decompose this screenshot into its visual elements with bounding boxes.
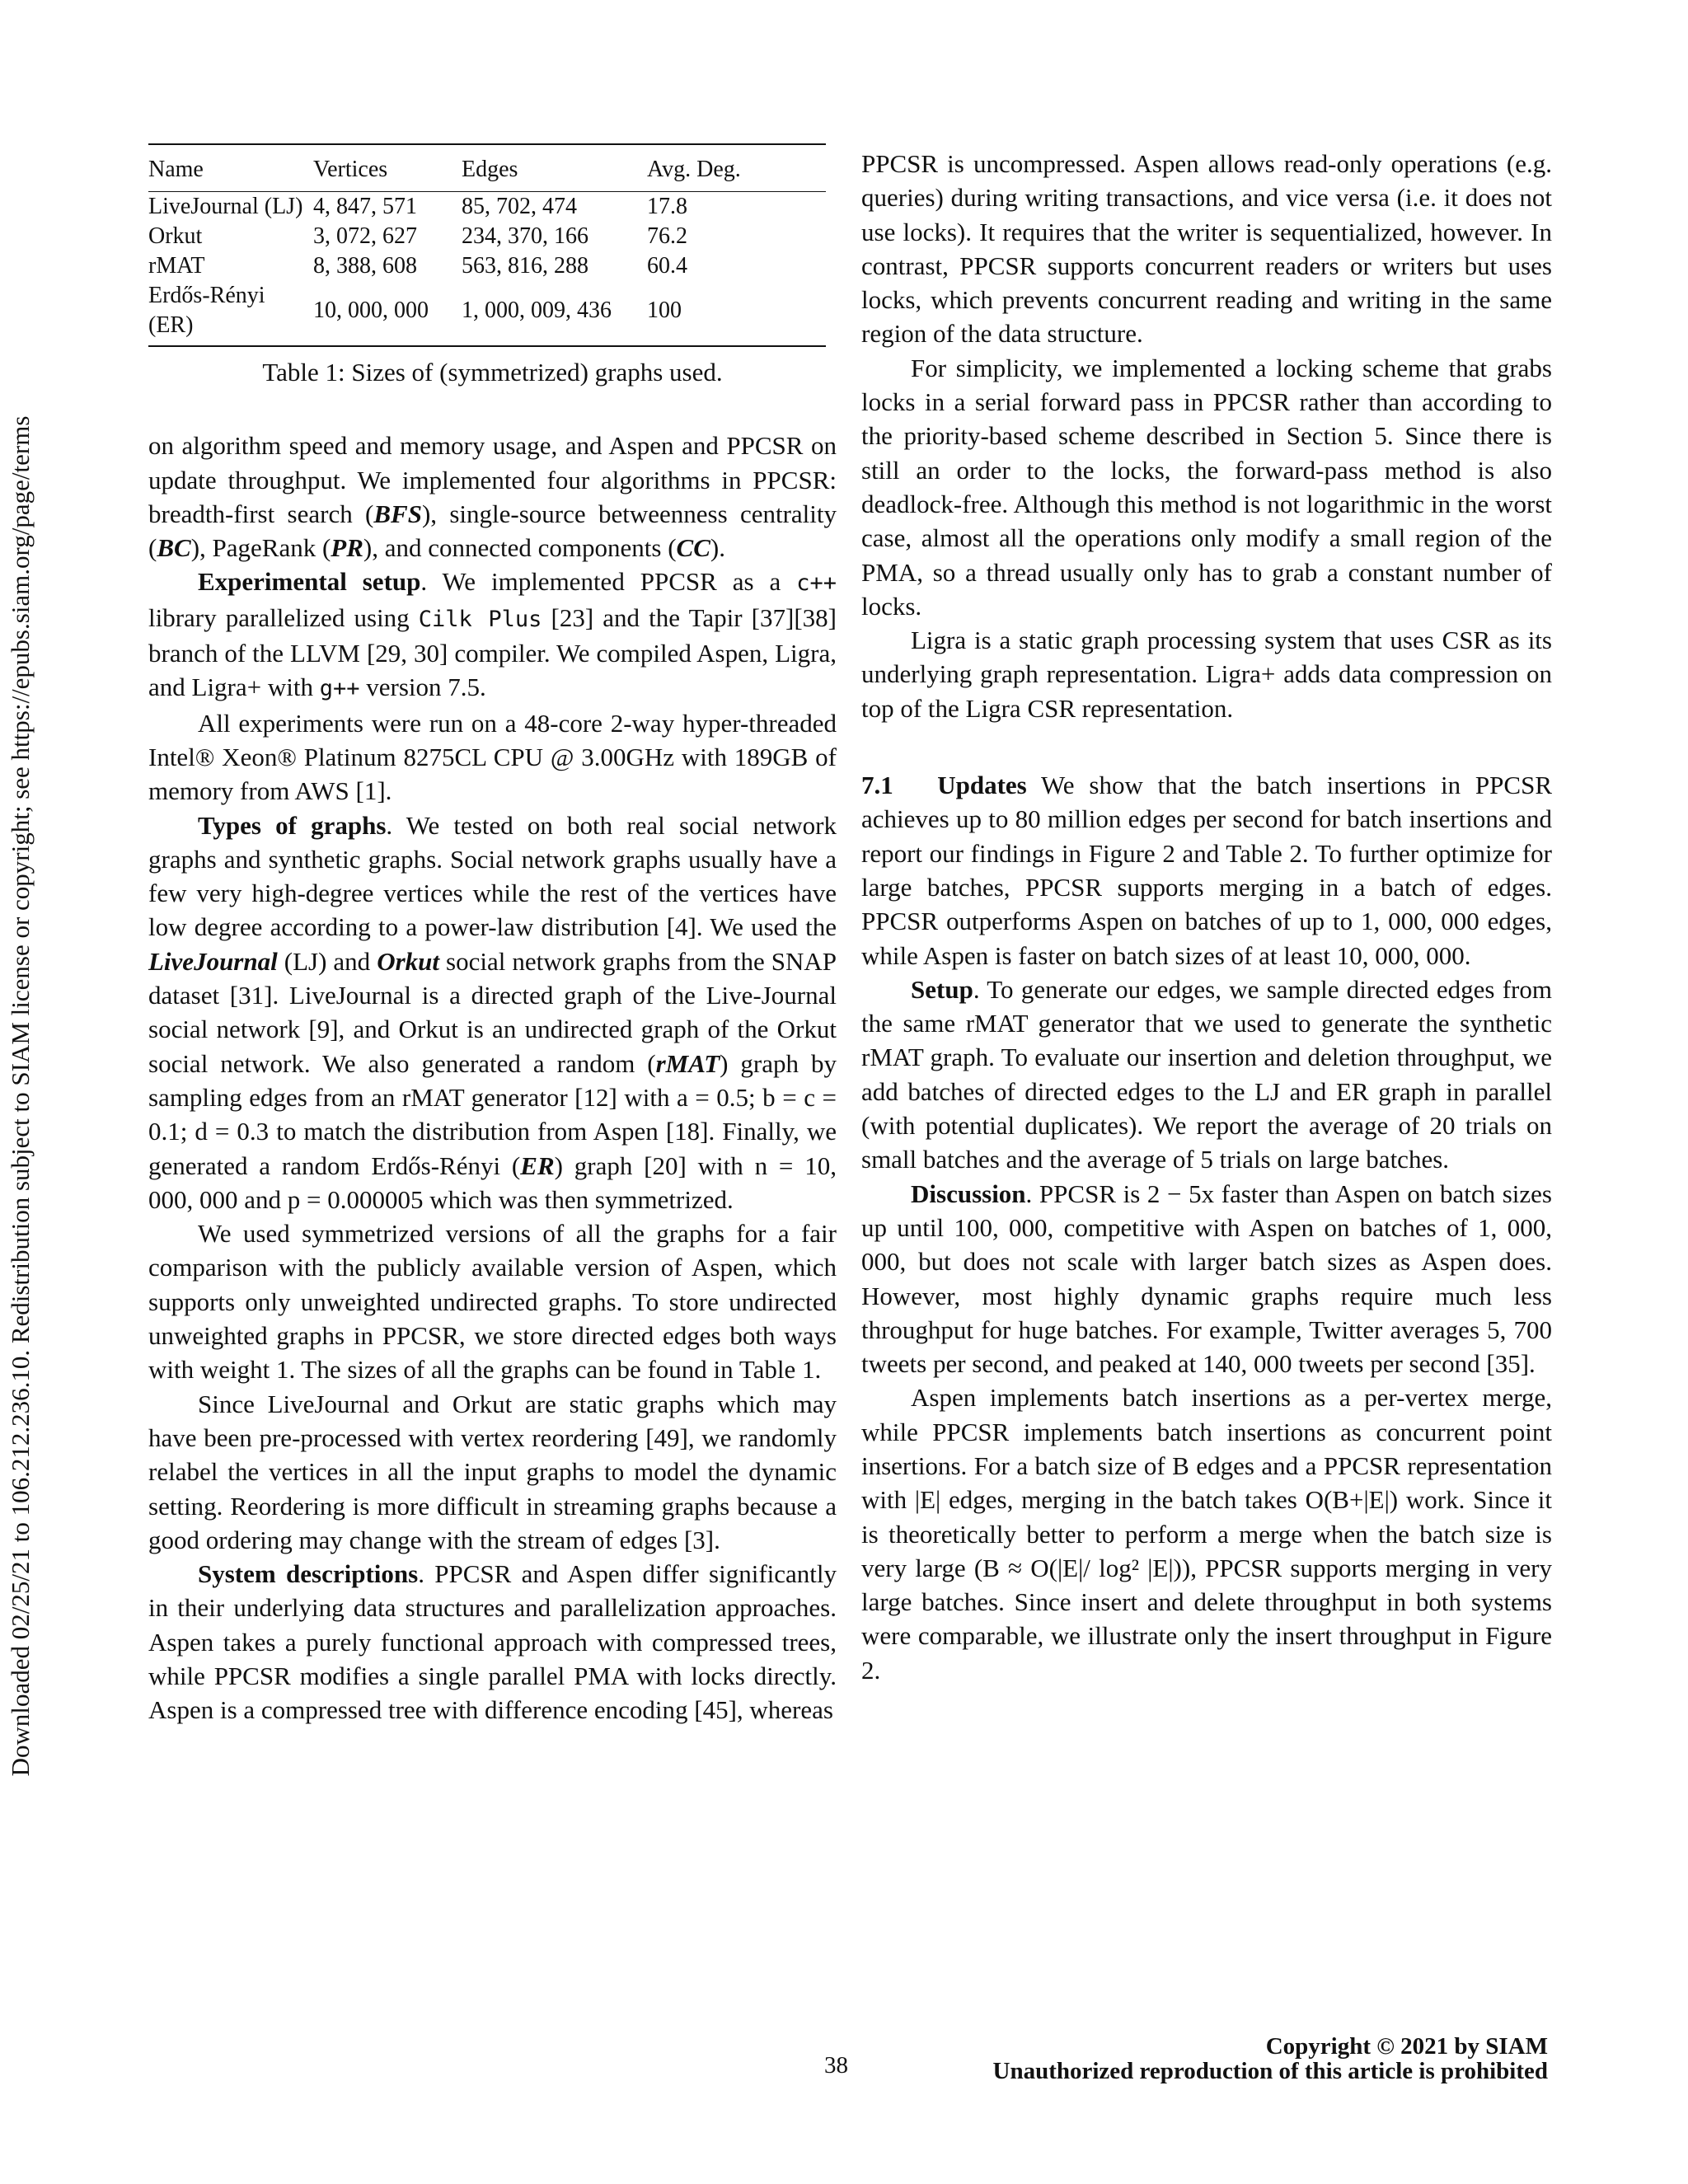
table-cell: 3, 072, 627 [313,223,417,249]
table-cell: 8, 388, 608 [313,253,417,279]
table-header-row [148,144,826,192]
table-header-cell: Edges [462,144,647,192]
text-run: . PPCSR is 2 − 5x faster than Aspen on batch sizes up until 100, 000, competitive with Aspen on batches of 1, 000, 000, but does not scale with larger batch sizes as Aspen does. However, most highly dynamic graphs require much less throughput for huge batches. For example, Twitter averages 5, 700 tweets per second, and peaked at 140, 000 tweets per second [35]. [861,1179,1552,1379]
right-column [861,147,1552,1687]
table-cell: 85, 702, 474 [462,194,577,219]
text-run: on algorithm speed and memory usage, and Aspen and PPCSR on update throughput. We implemented four algorithms in PPCSR: breadth-first search ( [148,431,837,528]
text-run: ) graph by sampling edges from an rMAT generator [12] with a = 0.5; b = c = 0.1; d = 0.3 to match the distribution from Aspen [18]. Finally, we generated a random Erdős-Rényi ( [148,1048,837,1180]
table-row [148,192,826,223]
text-run: version 7.5. [359,673,486,702]
text-run: . PPCSR and Aspen differ significantly in their underlying data structures and parallelization approaches. Aspen takes a purely functional approach with compressed trees, while PPCSR modifies a single parallel PMA with locks directly. Aspen is a compressed tree with difference encoding [45], whereas [148,1559,837,1725]
table-cell: LiveJournal (LJ) [148,194,303,219]
table-cell: 1, 000, 009, 436 [462,281,647,346]
download-notice-text: Downloaded 02/25/21 to 106.212.236.10. Redistribution subject to SIAM license or copyright; see https://epubs.siam.org/page/terms [6,415,35,1777]
graph-name: Orkut [377,946,439,976]
section-updates [861,768,1552,972]
text-run: . We tested on both real social network graphs and synthetic graphs. Social network graphs usually have a few very high-degree vertices while the rest of the vertices have low degree according to a power-law distribution [4]. We used the [148,810,837,942]
paragraph-heading: Setup [911,974,973,1004]
text-run: [23] and the Tapir [37][38] branch of the LLVM [29, 30] compiler. We compiled Aspen, Ligra, and Ligra+ with [148,602,837,702]
table-cell: 4, 847, 571 [313,194,417,219]
text-run: library parallelized using [148,602,419,632]
table-cell: 60.4 [647,253,687,279]
table-header-cell: Avg. Deg. [647,144,826,192]
paragraph-locking: For simplicity, we implemented a locking scheme that grabs locks in a serial forward pass in PPCSR rather than according to the priority-based scheme described in Section 5. Since there is still an order to the locks, the forward-pass method is also deadlock-free. Although this method is not logarithmic in the worst case, almost all the operations only modify a small region of the PMA, so a thread usually only has to grab a constant number of locks. [861,353,1552,621]
table-cell: rMAT [148,253,205,279]
paragraph-heading: Discussion [911,1179,1026,1208]
algo-abbrev: BC [157,533,191,563]
copyright-line: Copyright © 2021 by SIAM [1265,2033,1548,2060]
table-cell: 10, 000, 000 [313,281,462,346]
graph-sizes-table [148,143,826,347]
paragraph-ligra: Ligra is a static graph processing system that uses CSR as its underlying graph representation. Ligra+ adds data compression on top of the Ligra CSR representation. [861,626,1552,723]
table-header-cell: Name [148,144,313,192]
paragraph-hardware: All experiments were run on a 48-core 2-way hyper-threaded Intel® Xeon® Platinum 8275CL CPU @ 3.00GHz with 189GB of memory from AWS [1]. [148,708,837,806]
table-cell: Orkut [148,223,203,249]
paragraph-setup [861,972,1552,1177]
table-row [148,281,826,346]
table-cell: 563, 816, 288 [462,253,588,279]
text-run: ) graph [20] with n = 10, 000, 000 and p = 0.000005 which was then symmetrized. [148,1151,837,1214]
code-text: Cilk Plus [418,606,542,632]
reproduction-notice: Unauthorized reproduction of this article is prohibited [992,2058,1548,2084]
paragraph-heading: Types of graphs [198,810,387,840]
paragraph-algorithms [148,429,837,565]
paragraph-system-descriptions [148,1557,837,1727]
page-number: 38 [824,2052,848,2079]
paragraph-batch-insertions: Aspen implements batch insertions as a per-vertex merge, while PPCSR implements batch insertions as concurrent point insertions. For a batch size of B edges and a PPCSR representation with |E| edges, merging in the batch takes O(B+|E|) work. Since it is theoretically better to perform a merge when the batch size is very large (B ≈ O(|E|/ log² |E|)), PPCSR supports merging in very large batches. Since insert and delete throughput in both systems were comparable, we illustrate only the insert throughput in Figure 2. [861,1383,1552,1685]
table-cell: Erdős-Rényi (ER) [148,281,313,346]
text-run: We show that the batch insertions in PPCSR achieves up to 80 million edges per second for batch insertions and report our findings in Figure 2 and Table 2. To further optimize for large batches, PPCSR supports merging in a batch of edges. PPCSR outperforms Aspen on batches of up to 1, 000, 000 edges, while Aspen is faster on batch sizes of at least 10, 000, 000. [861,771,1553,970]
paragraph-experimental-setup [148,565,837,705]
text-run: ), PageRank ( [190,533,331,563]
table-cell: 234, 370, 166 [462,223,588,249]
paragraph-heading: System descriptions [198,1559,419,1589]
code-text: c++ [796,570,837,597]
algo-abbrev: CC [676,533,710,563]
table-cell: 76.2 [647,223,687,249]
table-caption: Table 1: Sizes of (symmetrized) graphs used. [262,358,723,387]
paragraph-graph-types [148,808,837,1217]
table-cell: 100 [647,281,826,346]
paragraph-relabel: Since LiveJournal and Orkut are static graphs which may have been pre-processed with vertex reordering [49], we randomly relabel the vertices in all the input graphs to model the dynamic setting. Reordering is more difficult in streaming graphs because a good ordering may change with the stream of edges [3]. [148,1389,837,1554]
text-run: ), single-source betweenness centrality ( [148,499,837,563]
table-row [148,222,826,251]
text-run: (LJ) and [277,946,377,976]
graph-name: rMAT [655,1048,720,1078]
section-title: Updates [937,771,1027,800]
algo-abbrev: BFS [373,499,422,528]
table-header-cell: Vertices [313,144,462,192]
section-number: 7.1 [861,771,893,800]
paragraph-heading: Experimental setup [198,567,421,597]
table-row [148,251,826,281]
left-column [148,140,837,1727]
text-run: social network graphs from the SNAP dataset [31]. LiveJournal is a directed graph of the Live-Journal social network [9], and Orkut is an undirected graph of the Orkut social network. We also generated a random ( [148,946,837,1078]
text-run: ). [710,533,725,563]
download-notice-sidebar [0,0,41,2184]
copyright-notice [993,2034,1548,2083]
graph-name: LiveJournal [148,946,278,976]
algo-abbrev: PR [331,533,363,563]
text-run: ), and connected components ( [363,533,677,563]
paragraph-symmetrized: We used symmetrized versions of all the graphs for a fair comparison with the publicly available version of Aspen, which supports only unweighted undirected graphs. To store undirected unweighted graphs in PPCSR, we store directed edges both ways with weight 1. The sizes of all the graphs can be found in Table 1. [148,1219,837,1385]
graph-name: ER [520,1151,555,1180]
paragraph-uncompressed: PPCSR is uncompressed. Aspen allows read-only operations (e.g. queries) during writing transactions, and vice versa (i.e. it does not use locks). It requires that the writer is sequentialized, however. In contrast, PPCSR supports concurrent readers or writers but uses locks, which prevents concurrent reading and writing in the same region of the data structure. [861,149,1552,349]
text-run: . To generate our edges, we sample directed edges from the same rMAT generator that we used to generate the synthetic rMAT graph. To evaluate our insertion and deletion throughput, we add batches of directed edges to the LJ and ER graph in parallel (with potential duplicates). We report the average of 20 trials on small batches and the average of 5 trials on large batches. [861,974,1552,1174]
text-run: . We implemented PPCSR as a [420,567,797,597]
table-cell: 17.8 [647,194,687,219]
code-text: g++ [319,676,360,702]
paragraph-discussion [861,1177,1552,1381]
